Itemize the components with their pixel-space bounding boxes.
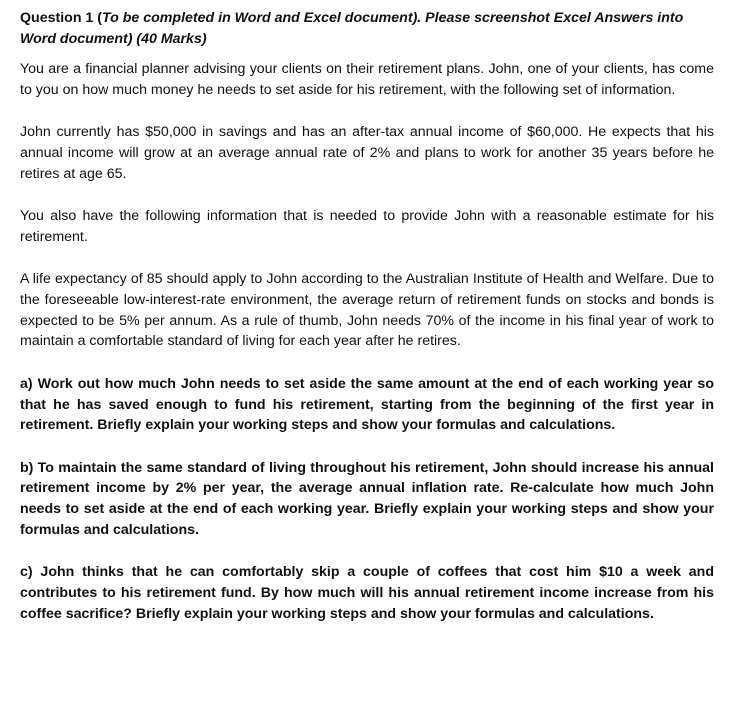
assumptions-paragraph: A life expectancy of 85 should apply to John according to the Australian Institute of Health and Welfare. Due to the foreseeable low-interest-rate environment, the average return of retirement funds on stocks and bonds is expected to be 5% per annum. As a rule of thumb, John needs 70% of the income in his final year of work to maintain a comfortable standard of living for each year after he retires. (20, 271, 714, 350)
question-heading (20, 8, 714, 49)
task-b: b) To maintain the same standard of living throughout his retirement, John should increase his annual retirement income by 2% per year, the average annual inflation rate. Re-calculate how much John needs to set aside at the end of each working year. Briefly explain your working steps and show your formulas and calculations. (20, 459, 714, 539)
task-a: a) Work out how much John needs to set aside the same amount at the end of each working year so that he has saved enough to fund his retirement, starting from the beginning of the first year in retirement. Briefly explain your working steps and show your formulas and calculations. (20, 375, 714, 434)
question-number: Question 1 ( (20, 10, 102, 26)
john-details-paragraph: John currently has $50,000 in savings and has an after-tax annual income of $60,000. He expects that his annual income will grow at an average annual rate of 2% and plans to work for another 35 years before he retires at age 65. (20, 124, 714, 182)
info-needed-paragraph: You also have the following information that is needed to provide John with a reasonable estimate for his retirement. (20, 207, 714, 245)
task-c: c) John thinks that he can comfortably skip a couple of coffees that cost him $10 a week and contributes to his retirement fund. By how much will his annual retirement income increase from his coffee sacrifice? Briefly explain your working steps and show your formulas and calculations. (20, 564, 714, 622)
intro-paragraph: You are a financial planner advising your clients on their retirement plans. John, one of your clients, has come to you on how much money he needs to set aside for his retirement, with the following set of information. (20, 61, 714, 98)
question-instruction: To be completed in Word and Excel document). Please screenshot Excel Answers into Word document) (40 Marks) (20, 10, 684, 47)
document-body (20, 8, 714, 646)
